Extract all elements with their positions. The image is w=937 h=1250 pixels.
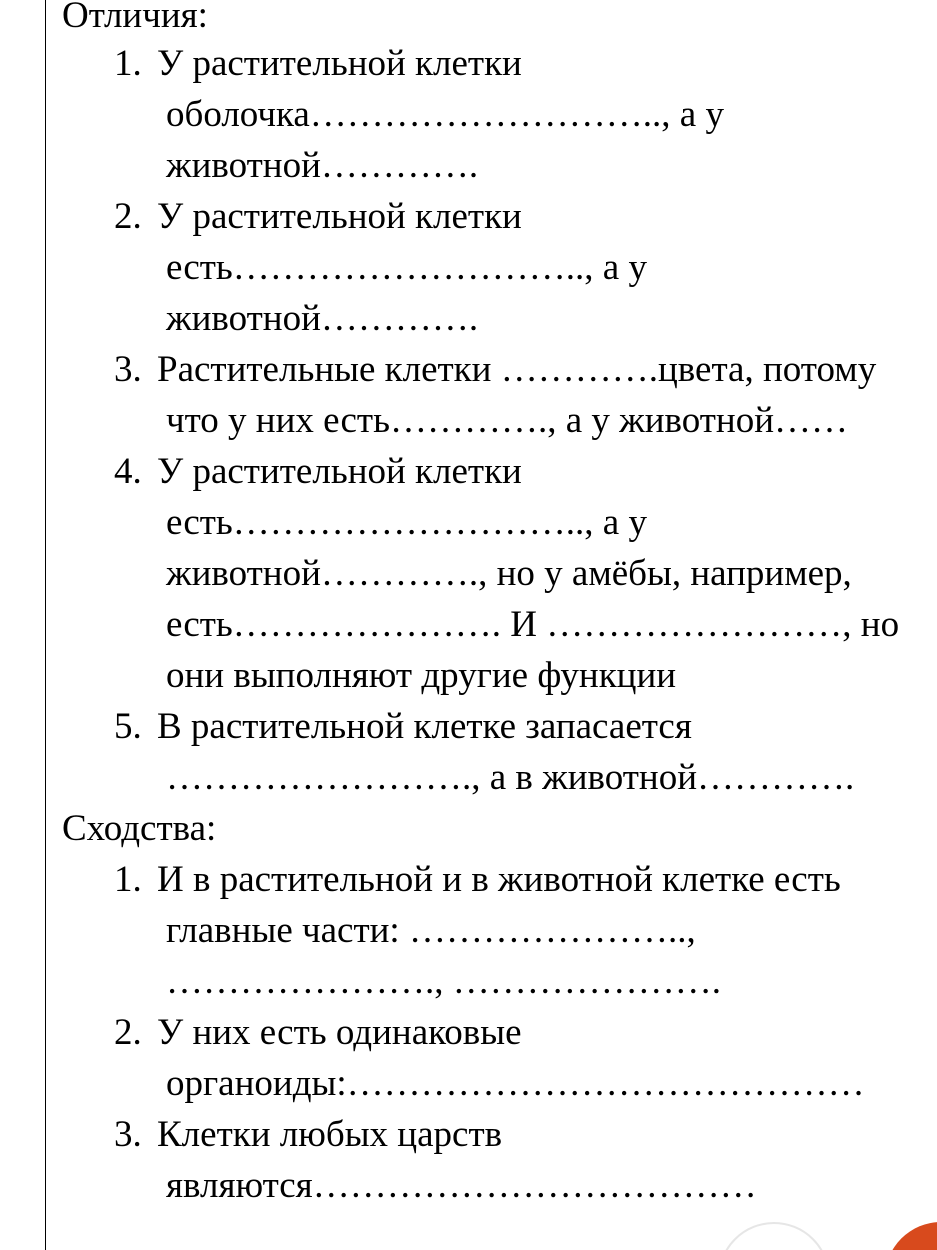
difference-1-line-1: У растительной клетки [157,43,522,84]
difference-1-number: 1. [114,43,142,84]
similarity-3-line-2: являются……………………………… [166,1165,757,1206]
difference-1-line-3: животной…………. [166,145,479,186]
difference-4-line-4: есть…………………. И ……………………, но [166,604,900,645]
difference-2-line-3: животной…………. [166,298,479,339]
difference-4-number: 4. [114,451,142,492]
similarity-2-line-1: У них есть одинаковые [157,1012,522,1053]
similarity-3-number: 3. [114,1114,142,1155]
difference-4-line-3: животной…………., но у амёбы, например, [166,553,852,594]
difference-4-line-5: они выполняют другие функции [166,655,677,696]
difference-5-line-2: ……………………., а в животной…………. [166,757,855,798]
similarity-1-number: 1. [114,859,142,900]
difference-3-line-2: что у них есть…………., а у животной…… [166,400,848,441]
difference-4-line-2: есть……………………….., а у [166,502,647,543]
difference-1-line-2: оболочка……………………….., а у [166,94,724,135]
similarity-2-line-2: органоиды:…………………………………… [166,1063,865,1104]
differences-heading: Отличия: [62,0,208,36]
similarity-1-line-3: …………………., …………………. [166,961,721,1002]
difference-2-line-1: У растительной клетки [157,196,522,237]
difference-3-line-1: Растительные клетки ………….цвета, потому [157,349,877,390]
similarity-1-line-1: И в растительной и в животной клетке есть [157,859,841,900]
difference-2-line-2: есть……………………….., а у [166,247,647,288]
similarity-2-number: 2. [114,1012,142,1053]
difference-3-number: 3. [114,349,142,390]
left-border-line [45,0,46,1250]
similarity-3-line-1: Клетки любых царств [157,1114,503,1155]
difference-5-line-1: В растительной клетке запасается [157,706,692,747]
difference-2-number: 2. [114,196,142,237]
similarity-1-line-2: главные части: ………………….., [166,910,696,951]
similarities-heading: Сходства: [62,808,217,849]
difference-5-number: 5. [114,706,142,747]
difference-4-line-1: У растительной клетки [157,451,522,492]
decorative-orange-circle [885,1222,937,1250]
decorative-white-circle [718,1222,830,1250]
